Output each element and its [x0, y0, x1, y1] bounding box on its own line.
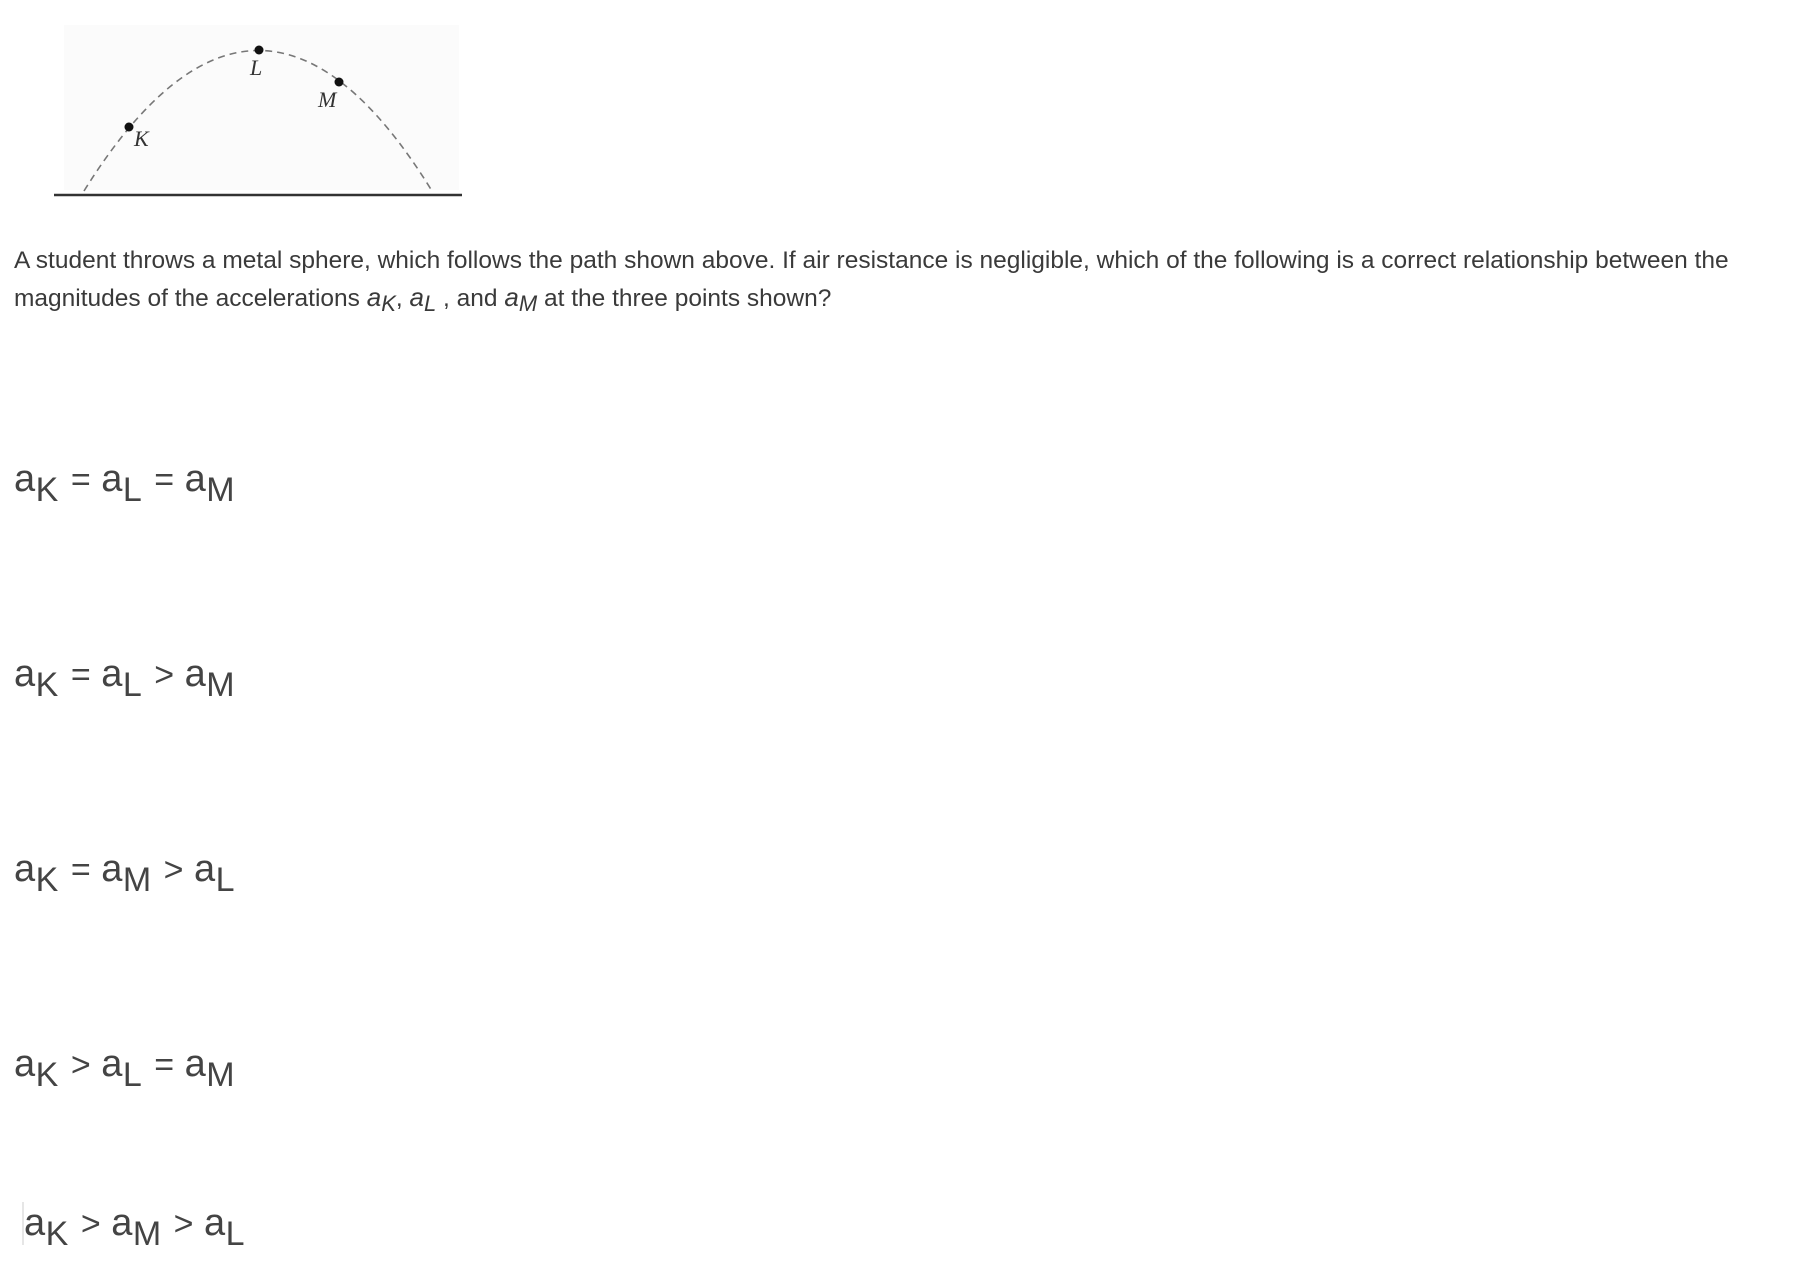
- question-separator: ,: [395, 285, 410, 312]
- accel-symbol: a: [101, 1043, 123, 1085]
- question-text: [14, 243, 1789, 317]
- accel-subscript: L: [122, 471, 143, 509]
- accel-symbol: a: [184, 458, 207, 500]
- point-l-dot: [255, 46, 264, 55]
- relation-operator: >: [70, 1046, 92, 1084]
- relation-operator: =: [70, 851, 92, 889]
- accel-symbol: a: [14, 1043, 36, 1085]
- answer-option-5[interactable]: [22, 1202, 246, 1253]
- accel-symbol: a: [194, 848, 216, 890]
- answer-option-2[interactable]: [14, 653, 236, 704]
- answer-option-1[interactable]: [14, 458, 236, 509]
- accel-subscript: M: [518, 291, 538, 316]
- accel-symbol: a: [204, 1202, 226, 1244]
- accel-k-symbol: [366, 282, 396, 316]
- question-text-part: at the three points shown?: [537, 285, 832, 312]
- accel-symbol: a: [14, 653, 36, 695]
- question-text-part: A student throws a metal sphere, which follows the path shown above. If air resistance is negligible, which of the following is a correct relationship between the magnitudes of the accelerations: [14, 247, 1729, 312]
- accel-symbol: a: [184, 653, 207, 695]
- accel-subscript: L: [122, 1056, 143, 1094]
- accel-symbol: a: [101, 848, 123, 890]
- accel-symbol: a: [111, 1202, 133, 1244]
- accel-symbol: a: [14, 458, 36, 500]
- accel-symbol: a: [101, 653, 123, 695]
- relation-operator: =: [70, 461, 92, 499]
- accel-subscript: M: [206, 1056, 236, 1094]
- accel-subscript: K: [381, 291, 396, 316]
- accel-m-symbol: [504, 282, 538, 316]
- accel-symbol: a: [24, 1202, 46, 1244]
- accel-subscript: K: [35, 861, 59, 899]
- accel-subscript: M: [206, 666, 236, 704]
- accel-subscript: K: [35, 471, 59, 509]
- accel-symbol: a: [101, 458, 123, 500]
- trajectory-diagram: [54, 20, 474, 200]
- relation-operator: >: [173, 1205, 195, 1243]
- accel-symbol: a: [14, 848, 36, 890]
- answer-option-4[interactable]: [14, 1043, 236, 1094]
- point-m-dot: [335, 78, 344, 87]
- accel-subscript: M: [132, 1215, 162, 1253]
- relation-operator: >: [154, 656, 175, 694]
- accel-subscript: K: [45, 1215, 69, 1253]
- relation-operator: >: [163, 851, 185, 889]
- relation-operator: =: [154, 461, 175, 499]
- accel-symbol: a: [504, 282, 519, 312]
- accel-subscript: L: [225, 1215, 246, 1253]
- relation-operator: =: [154, 1046, 175, 1084]
- trajectory-figure: [54, 20, 474, 200]
- point-k-label: K: [134, 126, 149, 151]
- accel-symbol: a: [184, 1043, 207, 1085]
- answer-option-3[interactable]: [14, 848, 236, 899]
- accel-subscript: K: [35, 666, 59, 704]
- point-m-label: M: [318, 87, 337, 112]
- accel-subscript: M: [122, 861, 152, 899]
- accel-symbol: a: [366, 282, 382, 312]
- point-l-label: L: [250, 55, 263, 80]
- accel-symbol: a: [409, 282, 424, 312]
- point-k-dot: [125, 123, 134, 132]
- accel-subscript: L: [122, 666, 143, 704]
- accel-subscript: L: [424, 291, 437, 316]
- accel-subscript: M: [206, 471, 236, 509]
- accel-subscript: L: [215, 861, 236, 899]
- accel-subscript: K: [35, 1056, 59, 1094]
- relation-operator: >: [80, 1205, 102, 1243]
- question-separator: , and: [436, 285, 505, 312]
- relation-operator: =: [70, 656, 92, 694]
- accel-l-symbol: [409, 282, 437, 316]
